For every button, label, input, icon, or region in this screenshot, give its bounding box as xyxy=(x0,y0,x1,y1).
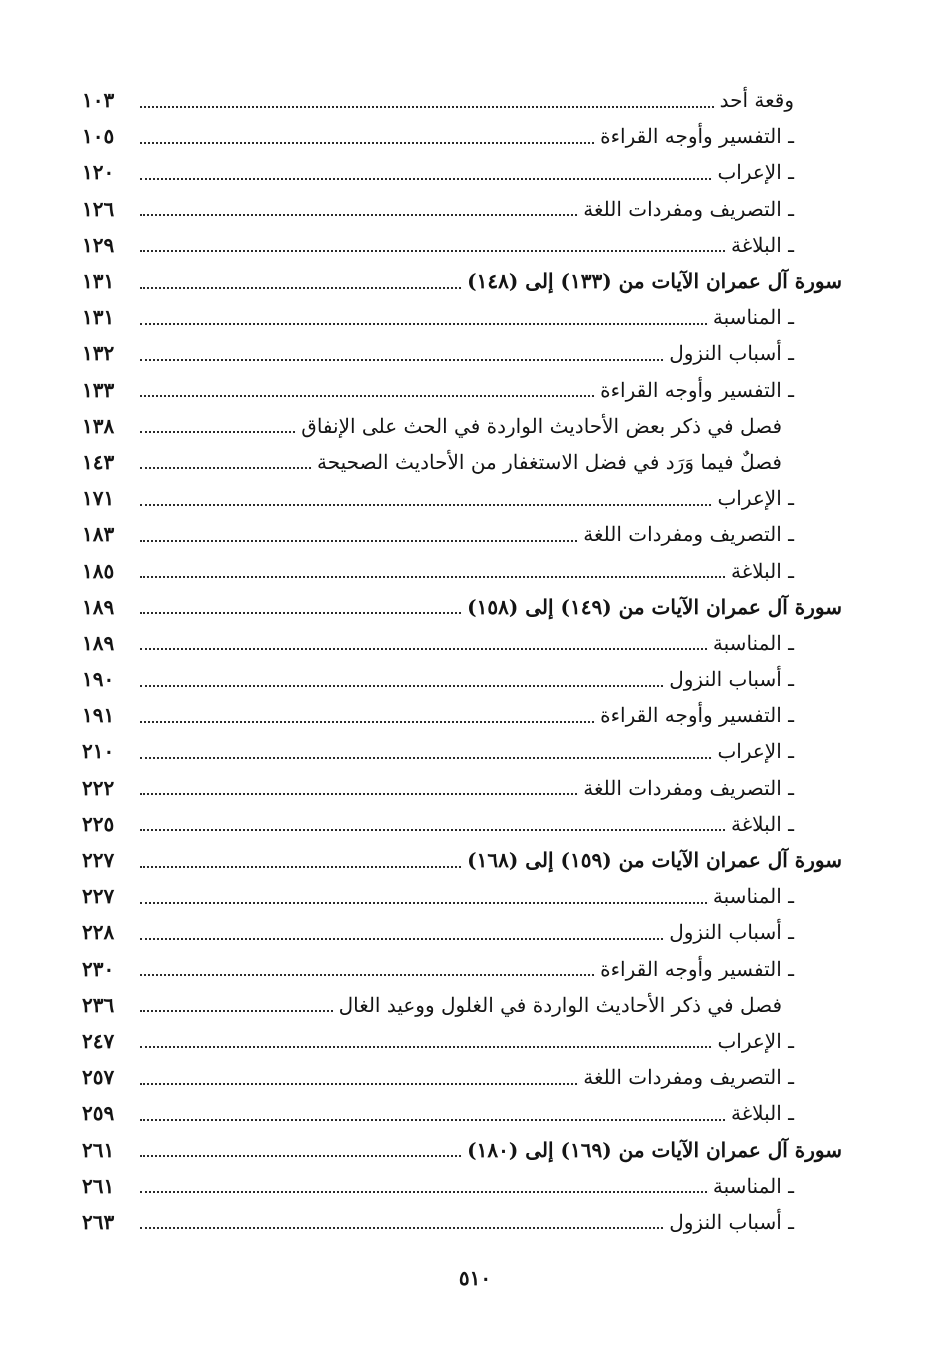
toc-entry xyxy=(82,1204,842,1240)
dot-leader xyxy=(140,1154,461,1157)
entry-page-number: ١٣٣ xyxy=(82,377,115,402)
entry-title: ـ البلاغة xyxy=(730,232,794,257)
toc-entry xyxy=(82,951,842,987)
toc-entry xyxy=(82,697,842,733)
entry-title: فصل في ذكر الأحاديث الواردة في الغلول ووعيد الغال xyxy=(338,992,782,1017)
entry-page-number: ١٠٥ xyxy=(82,124,115,149)
toc-entry xyxy=(82,770,842,806)
entry-page-number: ٢٣٦ xyxy=(82,992,115,1017)
dot-leader xyxy=(140,756,711,759)
section-title: سورة آل عمران الآيات من (١٥٩) إلى (١٦٨) xyxy=(467,848,842,873)
entry-page-number: ١٣٨ xyxy=(82,413,115,438)
entry-title: ـ أسباب النزول xyxy=(669,1209,794,1234)
dot-leader xyxy=(140,286,461,289)
entry-page-number: ١٨٥ xyxy=(82,558,115,583)
toc-entry xyxy=(82,806,842,842)
dot-leader xyxy=(140,539,577,542)
entry-title: ـ البلاغة xyxy=(730,811,794,836)
dot-leader xyxy=(140,1009,333,1012)
toc-entry xyxy=(82,227,842,263)
entry-page-number: ١٨٣ xyxy=(82,522,115,547)
entry-title: ـ المناسبة xyxy=(712,305,794,330)
entry-title: ـ الإعراب xyxy=(717,486,794,511)
dot-leader xyxy=(140,503,711,506)
entry-title: ـ أسباب النزول xyxy=(669,341,794,366)
entry-title: ـ التصريف ومفردات اللغة xyxy=(583,775,794,800)
toc-entry xyxy=(82,1023,842,1059)
entry-title: ـ أسباب النزول xyxy=(669,920,794,945)
entry-page-number: ٢٢٢ xyxy=(82,775,115,800)
dot-leader xyxy=(140,249,725,252)
toc-entry xyxy=(82,408,842,444)
dot-leader xyxy=(140,575,725,578)
dot-leader xyxy=(140,394,594,397)
entry-page-number: ١٣١ xyxy=(82,305,115,330)
dot-leader xyxy=(140,792,577,795)
toc-entry xyxy=(82,625,842,661)
entry-page-number: ٢٥٧ xyxy=(82,1065,115,1090)
entry-title: ـ التصريف ومفردات اللغة xyxy=(583,1065,794,1090)
entry-page-number: ٢٢٥ xyxy=(82,811,115,836)
entry-page-number: ١٩١ xyxy=(82,703,115,728)
toc-entry xyxy=(82,878,842,914)
entry-page-number: ٢٢٧ xyxy=(82,848,115,873)
toc-entry xyxy=(82,372,842,408)
entry-page-number: ١٣١ xyxy=(82,269,115,294)
dot-leader xyxy=(140,105,714,108)
entry-title: فصل في ذكر بعض الأحاديث الواردة في الحث على الإنفاق xyxy=(301,413,782,438)
dot-leader xyxy=(140,1190,707,1193)
toc-entry xyxy=(82,516,842,552)
entry-page-number: ٢٦٣ xyxy=(82,1209,115,1234)
entry-page-number: ١٩٠ xyxy=(82,667,115,692)
page-number: ٥١٠ xyxy=(458,1266,492,1290)
entry-title: ـ الإعراب xyxy=(717,739,794,764)
entry-title: وقعة أحد xyxy=(719,88,794,113)
entry-title: ـ المناسبة xyxy=(712,1173,794,1198)
dot-leader xyxy=(140,647,707,650)
toc-entry xyxy=(82,552,842,588)
toc-entry xyxy=(82,1095,842,1131)
entry-page-number: ١٨٩ xyxy=(82,594,115,619)
dot-leader xyxy=(140,611,461,614)
dot-leader xyxy=(140,865,461,868)
section-title: سورة آل عمران الآيات من (١٦٩) إلى (١٨٠) xyxy=(467,1137,842,1162)
toc-entry xyxy=(82,480,842,516)
toc-entry xyxy=(82,914,842,950)
toc-entry xyxy=(82,263,842,299)
entry-title: ـ التصريف ومفردات اللغة xyxy=(583,522,794,547)
table-of-contents xyxy=(82,82,842,1240)
entry-title: ـ البلاغة xyxy=(730,1101,794,1126)
dot-leader xyxy=(140,466,311,469)
toc-entry xyxy=(82,82,842,118)
dot-leader xyxy=(140,213,577,216)
entry-page-number: ١٢٩ xyxy=(82,232,115,257)
dot-leader xyxy=(140,828,725,831)
entry-page-number: ١٨٩ xyxy=(82,630,115,655)
entry-title: ـ التفسير وأوجه القراءة xyxy=(600,703,794,728)
toc-entry xyxy=(82,661,842,697)
dot-leader xyxy=(140,177,711,180)
entry-title: ـ الإعراب xyxy=(717,1028,794,1053)
entry-title: ـ المناسبة xyxy=(712,630,794,655)
dot-leader xyxy=(140,322,707,325)
entry-title: ـ الإعراب xyxy=(717,160,794,185)
dot-leader xyxy=(140,937,663,940)
entry-page-number: ٢٦١ xyxy=(82,1173,115,1198)
entry-page-number: ٢٦١ xyxy=(82,1137,115,1162)
entry-page-number: ٢٤٧ xyxy=(82,1028,115,1053)
toc-entry xyxy=(82,335,842,371)
dot-leader xyxy=(140,1082,577,1085)
section-title: سورة آل عمران الآيات من (١٤٩) إلى (١٥٨) xyxy=(467,594,842,619)
toc-entry xyxy=(82,842,842,878)
dot-leader xyxy=(140,1118,725,1121)
entry-page-number: ٢٥٩ xyxy=(82,1101,115,1126)
dot-leader xyxy=(140,1045,711,1048)
toc-entry xyxy=(82,299,842,335)
entry-page-number: ٢١٠ xyxy=(82,739,115,764)
toc-entry xyxy=(82,733,842,769)
entry-title: ـ التفسير وأوجه القراءة xyxy=(600,377,794,402)
toc-entry xyxy=(82,987,842,1023)
dot-leader xyxy=(140,1226,663,1229)
entry-title: فصلٌ فيما وَرَد في فضل الاستغفار من الأحاديث الصحيحة xyxy=(317,449,782,474)
entry-title: ـ التفسير وأوجه القراءة xyxy=(600,956,794,981)
section-title: سورة آل عمران الآيات من (١٣٣) إلى (١٤٨) xyxy=(467,269,842,294)
dot-leader xyxy=(140,973,594,976)
toc-entry xyxy=(82,118,842,154)
toc-entry xyxy=(82,1059,842,1095)
entry-page-number: ١٢٠ xyxy=(82,160,115,185)
dot-leader xyxy=(140,358,663,361)
toc-entry xyxy=(82,1131,842,1167)
entry-page-number: ١٧١ xyxy=(82,486,115,511)
entry-page-number: ١٣٢ xyxy=(82,341,115,366)
toc-entry xyxy=(82,191,842,227)
entry-page-number: ١٤٣ xyxy=(82,449,115,474)
toc-entry xyxy=(82,154,842,190)
entry-page-number: ٢٢٨ xyxy=(82,920,115,945)
dot-leader xyxy=(140,141,594,144)
entry-title: ـ التفسير وأوجه القراءة xyxy=(600,124,794,149)
entry-page-number: ١٢٦ xyxy=(82,196,115,221)
entry-title: ـ المناسبة xyxy=(712,884,794,909)
entry-title: ـ البلاغة xyxy=(730,558,794,583)
toc-entry xyxy=(82,1168,842,1204)
dot-leader xyxy=(140,901,707,904)
entry-title: ـ التصريف ومفردات اللغة xyxy=(583,196,794,221)
entry-page-number: ١٠٣ xyxy=(82,88,115,113)
dot-leader xyxy=(140,684,663,687)
toc-entry xyxy=(82,444,842,480)
entry-page-number: ٢٣٠ xyxy=(82,956,115,981)
entry-title: ـ أسباب النزول xyxy=(669,667,794,692)
toc-entry xyxy=(82,589,842,625)
dot-leader xyxy=(140,430,295,433)
entry-page-number: ٢٢٧ xyxy=(82,884,115,909)
dot-leader xyxy=(140,720,594,723)
